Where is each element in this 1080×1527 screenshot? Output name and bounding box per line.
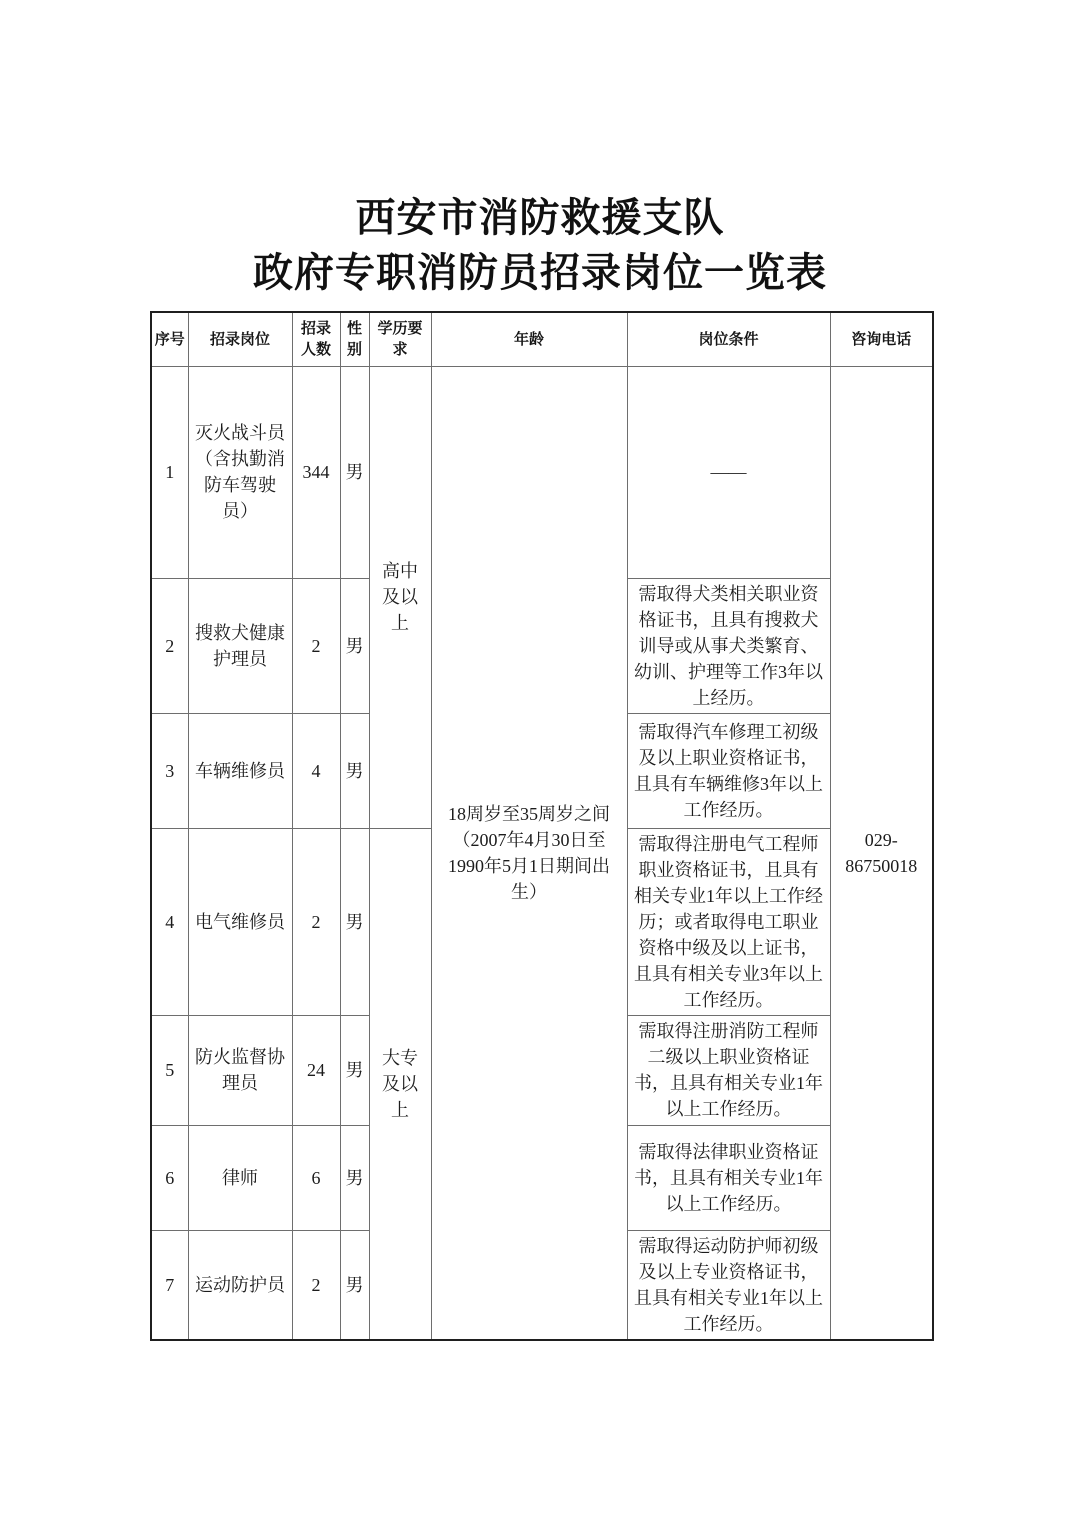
- title-line-1: 西安市消防救援支队: [355, 195, 725, 240]
- row2-count: 2: [292, 578, 340, 713]
- age-cell: 18周岁至35周岁之间（2007年4月30日至1990年5月1日期间出生）: [431, 366, 627, 1340]
- row7-gender: 男: [340, 1230, 369, 1340]
- header-education: 学历要求: [369, 312, 431, 366]
- row1-count: 344: [292, 366, 340, 578]
- row6-count: 6: [292, 1125, 340, 1230]
- row3-gender: 男: [340, 713, 369, 828]
- row5-position: 防火监督协理员: [188, 1015, 292, 1125]
- header-no: 序号: [151, 312, 188, 366]
- document-title: [0, 190, 1080, 300]
- row4-gender: 男: [340, 828, 369, 1015]
- row3-condition: 需取得汽车修理工初级及以上职业资格证书，且具有车辆维修3年以上工作经历。: [627, 713, 830, 828]
- recruitment-table: [150, 311, 934, 1341]
- row1-condition: ——: [627, 366, 830, 578]
- row7-no: 7: [151, 1230, 188, 1340]
- header-row: [151, 312, 933, 366]
- header-position: 招录岗位: [188, 312, 292, 366]
- row5-no: 5: [151, 1015, 188, 1125]
- header-age: 年龄: [431, 312, 627, 366]
- row2-position: 搜救犬健康护理员: [188, 578, 292, 713]
- row6-no: 6: [151, 1125, 188, 1230]
- row1-position: 灭火战斗员（含执勤消防车驾驶员）: [188, 366, 292, 578]
- education-group-college: 大专及以上: [369, 828, 431, 1340]
- phone-cell: 029-86750018: [830, 366, 933, 1340]
- row3-count: 4: [292, 713, 340, 828]
- row7-condition: 需取得运动防护师初级及以上专业资格证书，且具有相关专业1年以上工作经历。: [627, 1230, 830, 1340]
- row6-gender: 男: [340, 1125, 369, 1230]
- row6-condition: 需取得法律职业资格证书，且具有相关专业1年以上工作经历。: [627, 1125, 830, 1230]
- row1-gender: 男: [340, 366, 369, 578]
- header-gender: 性别: [340, 312, 369, 366]
- education-group-highschool: 高中及以上: [369, 366, 431, 828]
- row6-position: 律师: [188, 1125, 292, 1230]
- header-conditions: 岗位条件: [627, 312, 830, 366]
- recruitment-table-container: [150, 311, 934, 1341]
- row7-count: 2: [292, 1230, 340, 1340]
- row1-no: 1: [151, 366, 188, 578]
- row4-condition: 需取得注册电气工程师职业资格证书，且具有相关专业1年以上工作经历；或者取得电工职业资格中级及以上证书，且具有相关专业3年以上工作经历。: [627, 828, 830, 1015]
- row2-gender: 男: [340, 578, 369, 713]
- table-row: [151, 366, 933, 578]
- row2-condition: 需取得犬类相关职业资格证书，且具有搜救犬训导或从事犬类繁育、幼训、护理等工作3年以上经历。: [627, 578, 830, 713]
- row3-position: 车辆维修员: [188, 713, 292, 828]
- title-line-2: 政府专职消防员招录岗位一览表: [253, 250, 827, 295]
- row4-count: 2: [292, 828, 340, 1015]
- row7-position: 运动防护员: [188, 1230, 292, 1340]
- row5-gender: 男: [340, 1015, 369, 1125]
- row5-count: 24: [292, 1015, 340, 1125]
- row5-condition: 需取得注册消防工程师二级以上职业资格证书，且具有相关专业1年以上工作经历。: [627, 1015, 830, 1125]
- row4-no: 4: [151, 828, 188, 1015]
- row3-no: 3: [151, 713, 188, 828]
- header-count: 招录人数: [292, 312, 340, 366]
- row4-position: 电气维修员: [188, 828, 292, 1015]
- header-phone: 咨询电话: [830, 312, 933, 366]
- row2-no: 2: [151, 578, 188, 713]
